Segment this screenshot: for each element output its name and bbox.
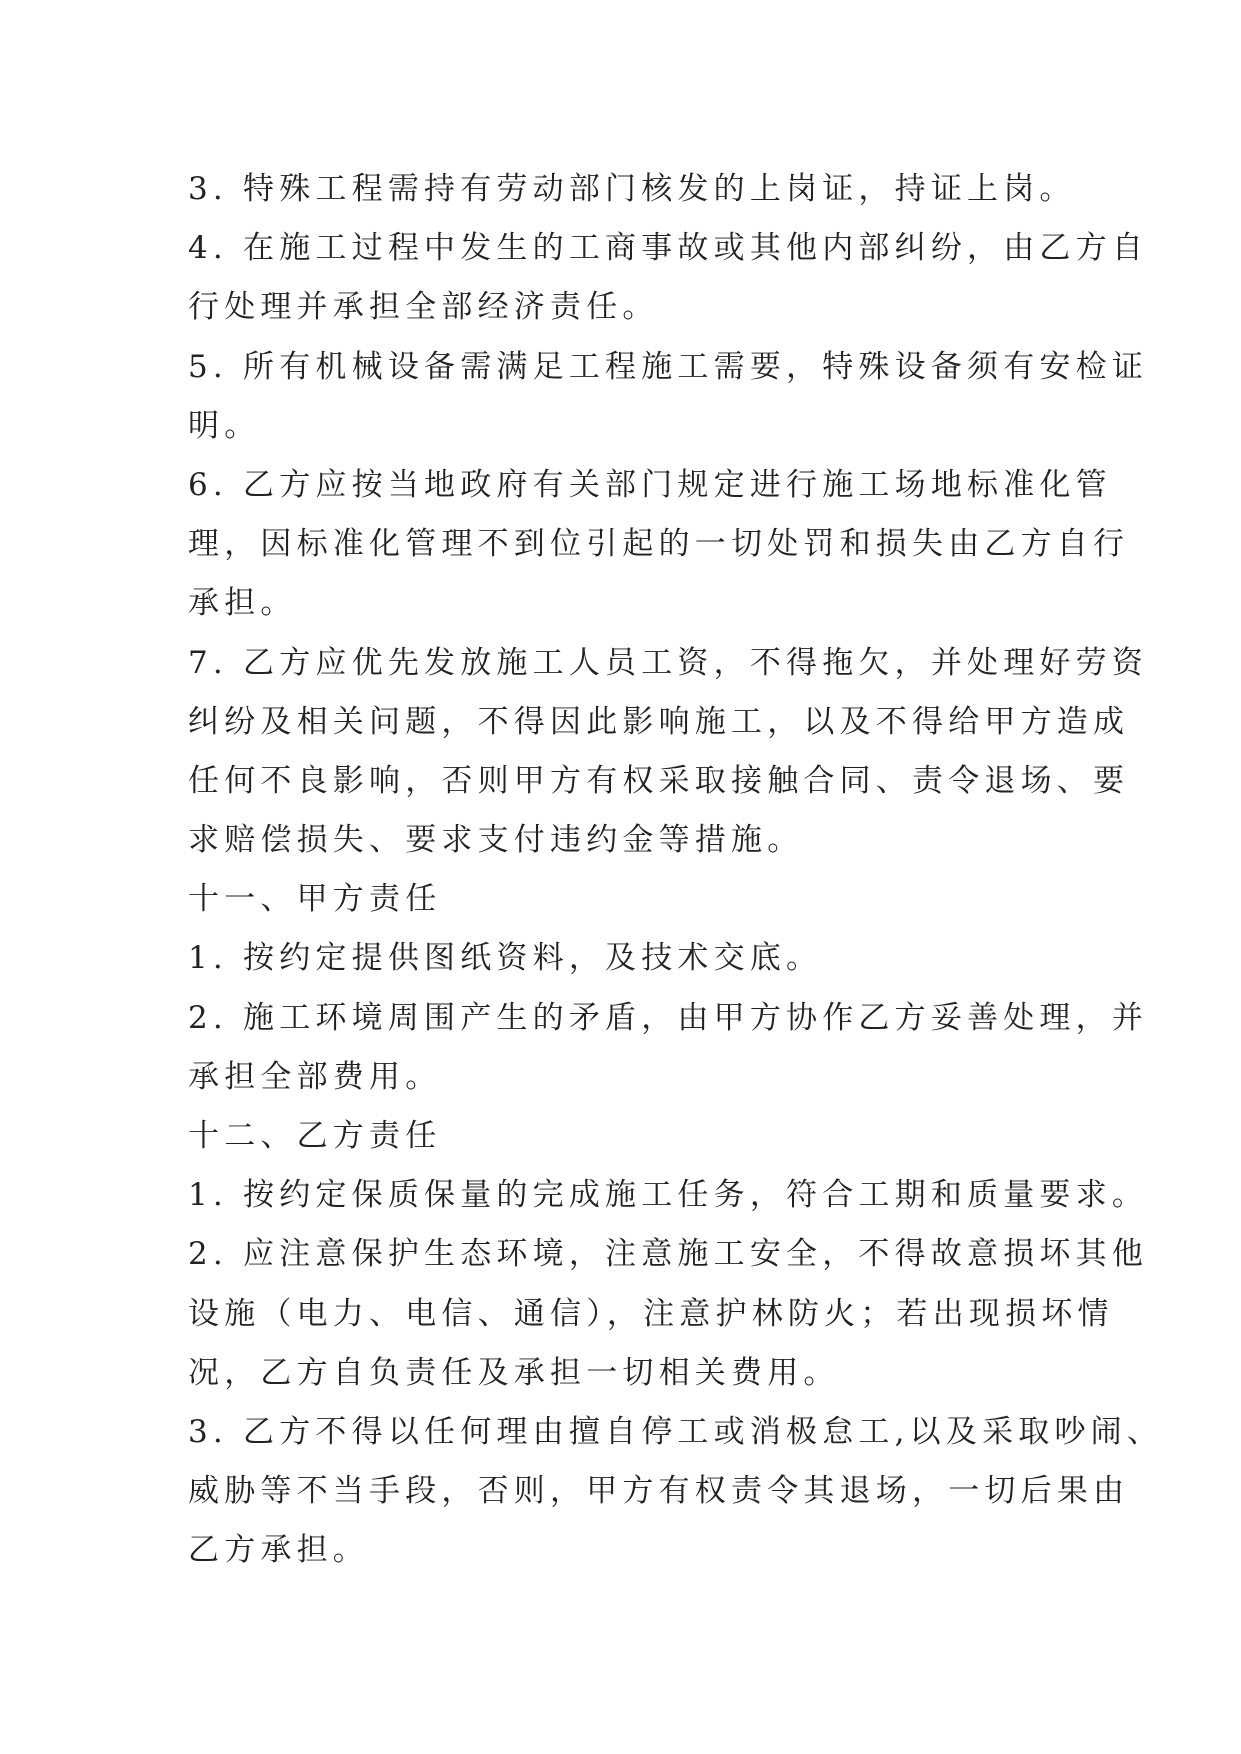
text-line: 3. 乙方不得以任何理由擅自停工或消极怠工,以及采取吵闹、 [188,1413,1164,1450]
text-line: 纠纷及相关问题，不得因此影响施工，以及不得给甲方造成 [188,703,1130,740]
text-line: 7. 乙方应优先发放施工人员工资，不得拖欠，并处理好劳资 [188,644,1149,681]
text-line: 明。 [188,407,261,444]
text-line: 5. 所有机械设备需满足工程施工需要，特殊设备须有安检证 [188,348,1149,385]
text-line: 行处理并承担全部经济责任。 [188,289,659,326]
text-line: 威胁等不当手段，否则，甲方有权责令其退场，一切后果由 [188,1473,1130,1510]
section-heading: 十二、乙方责任 [188,1118,442,1154]
text-line: 1. 按约定提供图纸资料，及技术交底。 [188,940,823,977]
section-heading: 十一、甲方责任 [188,881,442,918]
text-line: 2. 应注意保护生态环境，注意施工安全，不得故意损坏其他 [188,1236,1149,1273]
text-line: 求赔偿损失、要求支付违约金等措施。 [188,822,804,859]
text-line: 1. 按约定保质保量的完成施工任务，符合工期和质量要求。 [188,1177,1149,1214]
text-line: 任何不良影响，否则甲方有权采取接触合同、责令退场、要 [188,762,1130,799]
text-line: 2. 施工环境周围产生的矛盾，由甲方协作乙方妥善处理，并 [188,999,1149,1036]
text-line: 承担全部费用。 [188,1058,442,1095]
document-body [188,160,1164,1581]
text-line: 承担。 [188,585,297,622]
text-line: 6. 乙方应按当地政府有关部门规定进行施工场地标准化管 [188,466,1112,503]
text-line: 4. 在施工过程中发生的工商事故或其他内部纠纷，由乙方自 [188,230,1149,267]
text-line: 理，因标准化管理不到位引起的一切处罚和损失由乙方自行 [188,526,1130,563]
text-line: 3. 特殊工程需持有劳动部门核发的上岗证，持证上岗。 [188,171,1076,207]
text-line: 设施（电力、电信、通信），注意护林防火；若出现损坏情 [188,1295,1114,1332]
text-line: 况，乙方自负责任及承担一切相关费用。 [188,1354,840,1391]
text-line: 乙方承担。 [188,1532,369,1569]
